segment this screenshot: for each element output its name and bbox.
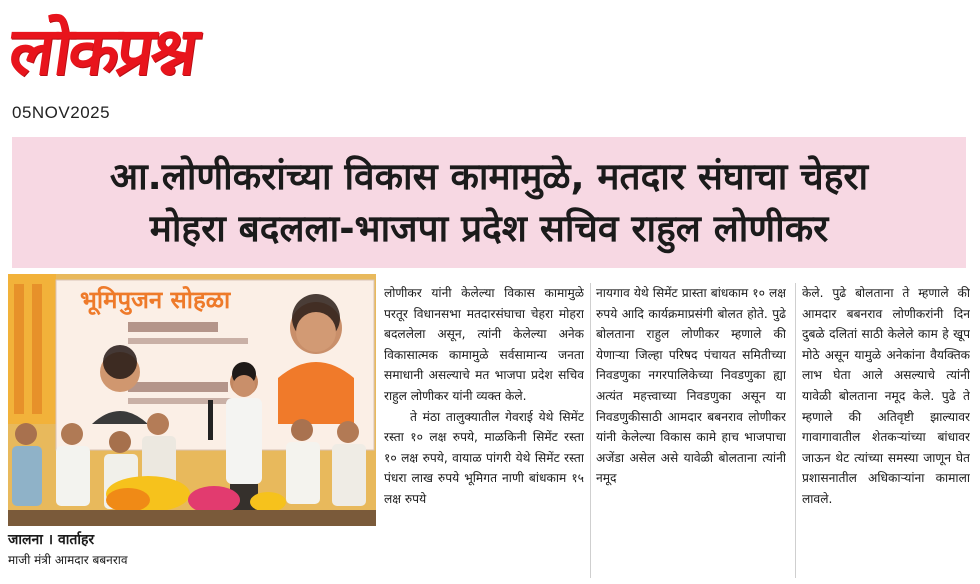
newspaper-logo: लोकप्रश्न <box>4 13 201 90</box>
col1-paragraph-1: लोणीकर यांनी केलेल्या विकास कामामुळे परतूर विधानसभा मतदारसंघाचा चेहरा मोहरा बदललेला असून, त्यांनी केलेल्या अनेक विकासात्मक कामामुळे सर्वसामान्य जनता समाधानी असल्याचे मत भाजपा प्रदेश सचिव राहुल लोणीकर यांनी व्यक्त केले. <box>384 286 584 403</box>
event-photo-illustration <box>8 274 376 526</box>
dateline: जालना । वार्ताहर <box>8 532 95 548</box>
masthead <box>4 4 308 100</box>
photo-caption <box>8 530 378 580</box>
col3-paragraph-1: केले. पुढे बोलताना ते म्हणाले की आमदार बबनराव लोणीकरांनी दिन दुबळे दलितां साठी केलेले काम हे खूप मोठे असून यामुळे अनेकांना वैयक्तिक लाभ घेता आले असल्याचे त्यांनी यावेळी बोलताना नमूद केले. पुढे ते म्हणाले की अतिवृष्टी झाल्यावर गावागावातील शेतकऱ्यांच्या बांधावर जाऊन थेट त्यांच्या समस्या जाणून घेत प्रशासनातील अधिकाऱ्यांना कामाला लावले. <box>802 286 970 506</box>
column-divider <box>795 283 796 578</box>
article-column-2 <box>596 283 786 580</box>
column-divider <box>590 283 591 578</box>
headline-box <box>12 137 966 268</box>
publication-date: 05NOV2025 <box>12 103 111 122</box>
caption-lead: माजी मंत्री आमदार बबनराव <box>8 553 128 567</box>
headline <box>12 137 966 255</box>
event-photo <box>8 274 376 526</box>
headline-line-2: मोहरा बदलला-भाजपा प्रदेश सचिव राहुल लोणीकर <box>149 207 829 250</box>
article-column-3 <box>802 283 970 580</box>
col1-paragraph-2: ते मंठा तालुक्यातील गेवराई येथे सिमेंट रस्ता १० लक्ष रुपये, माळकिनी सिमेंट रस्ता १० लक्ष रुपये, वायाळ पांगरी येथे सिमेंट रस्ता पंधरा लाख रुपये भूमिगत नाणी बांधकाम १५ लक्ष रुपये <box>384 409 584 506</box>
col2-paragraph-1: नायगाव येथे सिमेंट प्रास्ता बांधकाम १० लक्ष रुपये आदि कार्यक्रमाप्रसंगी बोलत होते. पुढे बोलताना राहुल लोणीकर म्हणाले की येणाऱ्या जिल्हा परिषद पंचायत समितीच्या निवडणुका नगरपालिकेच्या निवडणुका ह्या अत्यंत महत्त्वाच्या निवडणुका असून या निवडणुकीसाठी आमदार बबनराव लोणीकर यांनी केलेल्या विकास कामे हाच भाजपाचा अजेंडा असेल असे यावेळी बोलताना त्यांनी नमूद <box>596 286 786 486</box>
article-column-1 <box>384 283 584 580</box>
headline-line-1: आ.लोणीकरांच्या विकास कामामुळे, मतदार संघाचा चेहरा <box>109 155 869 198</box>
banner-title: भूमिपुजन सोहळा <box>80 286 231 314</box>
